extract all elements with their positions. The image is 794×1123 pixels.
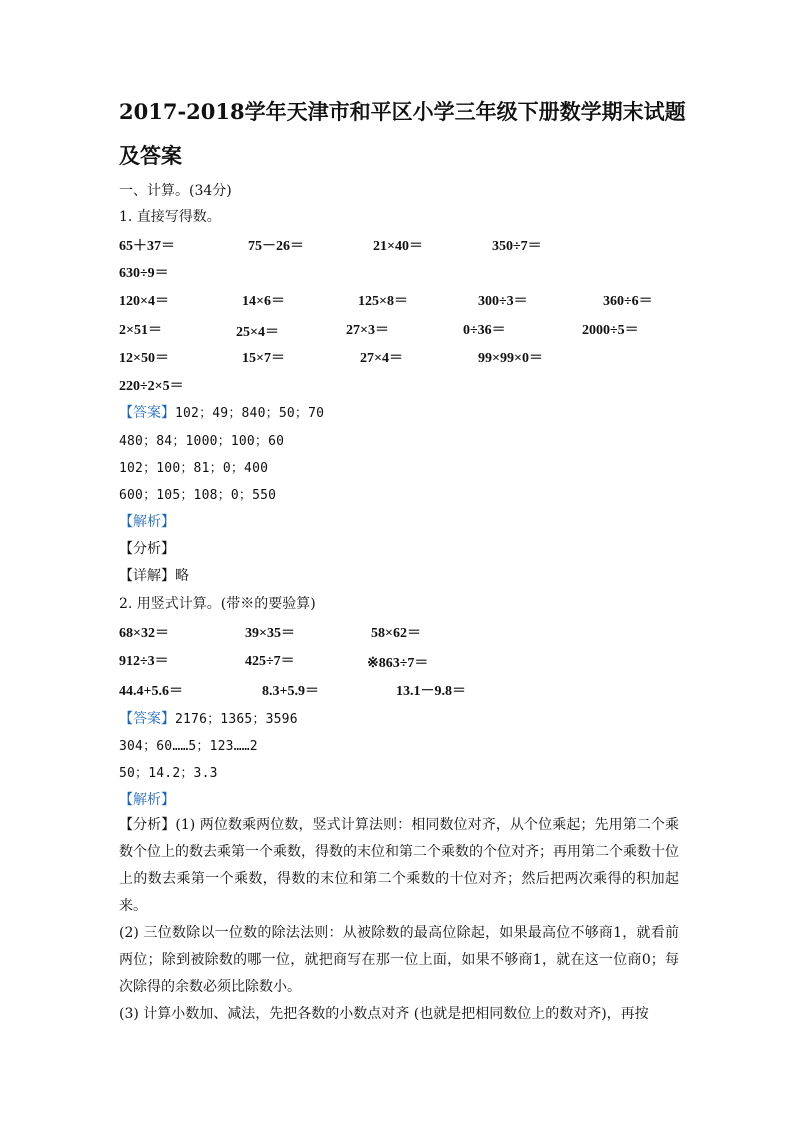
xiangjie-text: 略 [175,568,189,584]
q2-problem: 68×32＝ [119,626,169,641]
q2-problem: 425÷7＝ [245,654,295,669]
q1-problem: 21×40＝ [373,239,423,254]
answer-tag: 【答案】 [119,711,175,727]
analysis-paragraph-2: (2) 三位数除以一位数的除法法则：从被除数的最高位除起，如果最高位不够商1，就看前两位；除到被除数的哪一位，就把商写在那一位上面，如果不够商1，就在这一位商0；每次除得的余数必须比除数小。 [119,925,679,995]
q2-problem: ※863÷7＝ [367,656,429,671]
question-1-label: 1. 直接写得数。 [119,209,221,225]
q1-problem: 2000÷5＝ [582,323,639,338]
question-2-label: 2. 用竖式计算。(带※的要验算) [119,596,316,612]
jiexi-tag: 【解析】 [119,514,175,530]
q1-problem: 27×3＝ [346,323,389,338]
q1-problem: 75－26＝ [248,239,304,254]
answer-text: 600；105；108；0；550 [119,488,277,503]
answer-text: 102；49；840；50；70 [175,406,325,421]
q1-problem: 0÷36＝ [463,323,506,338]
jiexi-tag: 【解析】 [119,792,175,808]
q1-problem: 125×8＝ [358,294,408,309]
q2-answer-line [119,708,298,728]
q1-problem: 27×4＝ [360,351,403,366]
q2-problem: 39×35＝ [245,626,295,641]
answer-text: 2176；1365；3596 [175,712,298,727]
answer-text: 102；100；81；0；400 [119,461,269,476]
xiangjie-tag: 【详解】 [119,568,175,584]
page-title-line1: 2017-2018学年天津市和平区小学三年级下册数学期末试题 [119,99,686,124]
analysis-paragraph-3: (3) 计算小数加、减法，先把各数的小数点对齐 (也就是把相同数位上的数对齐)，再按 [119,1006,649,1022]
q1-problem: 360÷6＝ [603,294,653,309]
q2-problem: 912÷3＝ [119,654,169,669]
q1-problem: 350÷7＝ [492,239,542,254]
fenxi-tag: 【分析】 [119,541,175,557]
q1-problem: 630÷9＝ [119,266,169,281]
q2-problem: 13.1－9.8＝ [396,684,466,699]
answer-text: 304；60……5；123……2 [119,739,258,754]
xiangjie-line [119,565,189,585]
answer-text: 50；14.2；3.3 [119,766,218,781]
answer-text: 480；84；1000；100；60 [119,434,285,449]
q1-problem: 14×6＝ [242,294,285,309]
answer-tag: 【答案】 [119,405,175,421]
q1-problem: 2×51＝ [119,323,162,338]
section-heading: 一、计算。(34分) [119,183,232,199]
q1-problem: 25×4＝ [236,325,279,340]
q2-problem: 58×62＝ [371,626,421,641]
analysis-text: (1) 两位数乘两位数，竖式计算法则：相同数位对齐，从个位乘起；先用第二个乘数个位上的数去乘第一个乘数，得数的末位和第二个乘数的个位对齐；再用第二个乘数十位上的数去乘第一个乘数，得数的末位和第二个乘数的十位对齐；然后把两次乘得的积加起来。 [119,817,680,914]
q2-problem: 44.4+5.6＝ [119,684,183,699]
q1-problem: 15×7＝ [242,351,285,366]
page-title-line2: 及答案 [119,143,182,168]
q1-problem: 99×99×0＝ [478,351,543,366]
q1-problem: 120×4＝ [119,294,169,309]
q1-problem: 65＋37＝ [119,239,175,254]
analysis-paragraph-1 [119,812,679,920]
fenxi-tag: 【分析】 [119,817,176,833]
q1-problem: 300÷3＝ [478,294,528,309]
q1-answer-line [119,402,324,422]
q1-problem: 12×50＝ [119,351,169,366]
q1-problem: 220÷2×5＝ [119,379,184,394]
q2-problem: 8.3+5.9＝ [262,684,319,699]
